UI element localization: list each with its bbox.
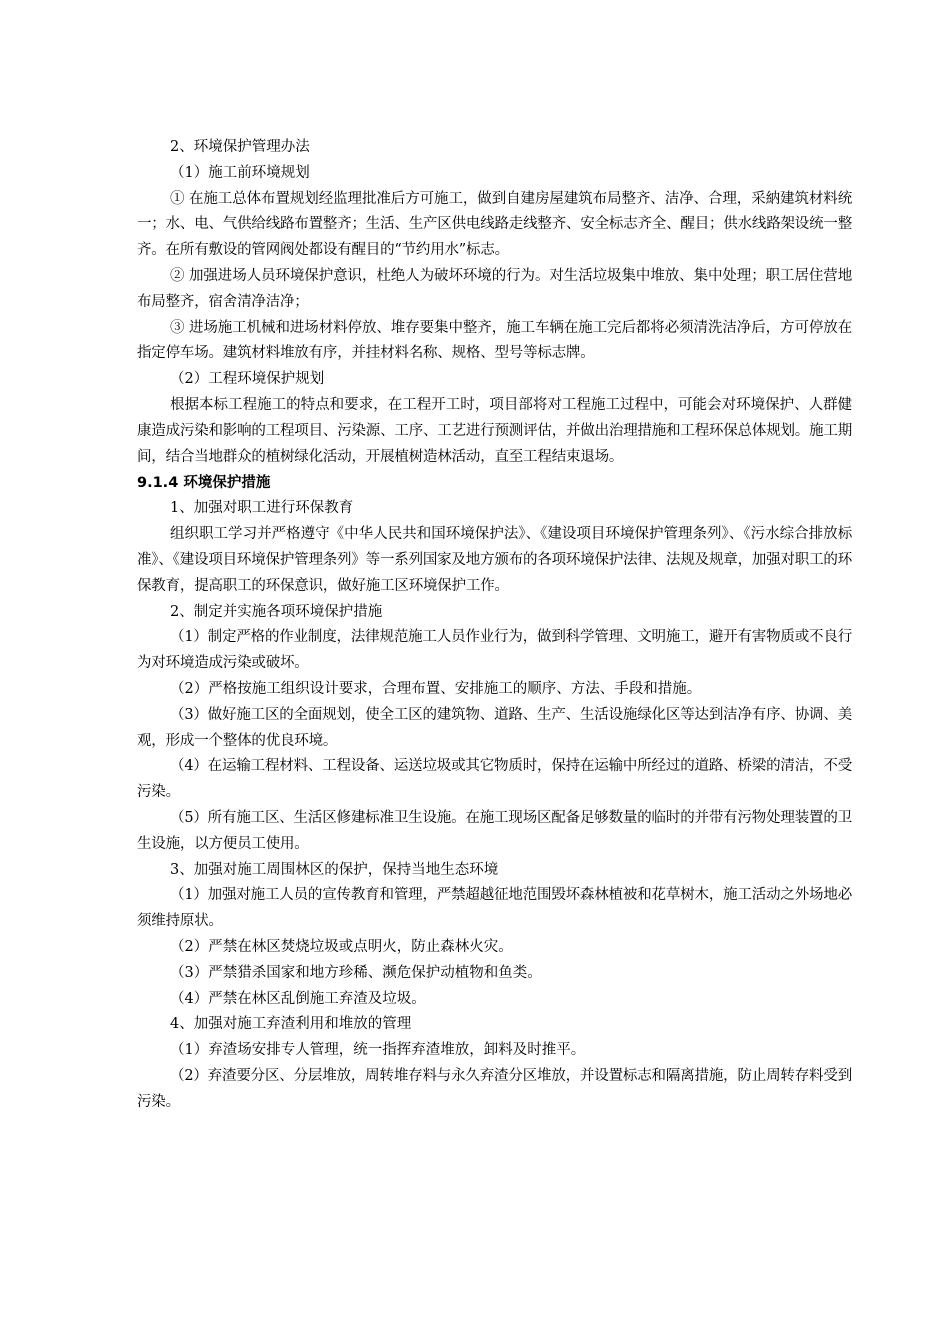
forest-measure-1: （1）加强对施工人员的宣传教育和管理，严禁超越征地范围毁坏森林植被和花草树木，施工活动之外场地必须维持原状。 xyxy=(137,887,852,930)
item-4-title: 4、加强对施工弃渣利用和堆放的管理 xyxy=(170,1016,412,1033)
paragraph-machinery: ③ 进场施工机械和进场材料停放、堆存要集中整齐，施工车辆在施工完后都将必须清洗洁净后，方可停放在指定停车场。建筑材料堆放有序，并挂材料名称、规格、型号等标志牌。 xyxy=(137,319,852,362)
measure-1: （1）制定严格的作业制度，法律规范施工人员作业行为，做到科学管理、文明施工，避开有害物质或不良行为对环境造成污染或破坏。 xyxy=(137,629,852,672)
paragraph-awareness: ② 加强进场人员环境保护意识，杜绝人为破坏环境的行为。对生活垃圾集中堆放、集中处理；职工居住营地布局整齐，宿舍清净洁净； xyxy=(137,267,852,310)
waste-measure-2: （2）弃渣要分区、分层堆放，周转堆存料与永久弃渣分区堆放，并设置标志和隔离措施，防止周转存料受到污染。 xyxy=(137,1067,852,1110)
document-page xyxy=(137,135,852,1115)
item-1-title: 1、加强对职工进行环保教育 xyxy=(170,500,354,517)
item-2-title: 2、制定并实施各项环境保护措施 xyxy=(170,603,383,620)
measure-4: （4）在运输工程材料、工程设备、运送垃圾或其它物质时，保持在运输中所经过的道路、桥梁的清洁，不受污染。 xyxy=(137,758,852,801)
measure-5: （5）所有施工区、生活区修建标准卫生设施。在施工现场区配备足够数量的临时的并带有污物处理装置的卫生设施，以方便员工使用。 xyxy=(137,809,852,852)
subsection-2-title: （2）工程环境保护规划 xyxy=(170,371,325,388)
subsection-1-title: （1）施工前环境规划 xyxy=(170,164,310,181)
paragraph-planning: 根据本标工程施工的特点和要求，在工程开工时，项目部将对工程施工过程中，可能会对环境保护、人群健康造成污染和影响的工程项目、污染源、工序、工艺进行预测评估，并做出治理措施和工程环保总体规划。施工期间，结合当地群众的植树绿化活动，开展植树造林活动，直至工程结束退场。 xyxy=(137,396,852,465)
paragraph-site-layout: ① 在施工总体布置规划经监理批准后方可施工，做到自建房屋建筑布局整齐、洁净、合理，采納建筑材料统一；水、电、气供给线路布置整齐；生活、生产区供电线路走线整齐、安全标志齐全、醒目；供水线路架设统一整齐。在所有敷设的管网阀处都设有醒目的“节约用水”标志。 xyxy=(137,190,852,259)
forest-measure-2: （2）严禁在林区焚烧垃圾或点明火，防止森林火灾。 xyxy=(170,938,513,955)
paragraph-education: 组织职工学习并严格遵守《中华人民共和国环境保护法》、《建设项目环境保护管理条列》、《污水综合排放标准》、《建设项目环境保护管理条列》等一系列国家及地方颁布的各项环境保护法律、法规及规章，加强对职工的环保教育，提高职工的环保意识，做好施工区环境保护工作。 xyxy=(137,526,852,594)
item-3-title: 3、加强对施工周围林区的保护，保持当地生态环境 xyxy=(170,861,499,878)
measure-2: （2）严格按施工组织设计要求，合理布置、安排施工的顺序、方法、手段和措施。 xyxy=(170,680,702,697)
forest-measure-4: （4）严禁在林区乱倒施工弃渣及垃圾。 xyxy=(170,990,426,1007)
waste-measure-1: （1）弃渣场安排专人管理，统一指挥弃渣堆放，卸料及时推平。 xyxy=(170,1042,586,1059)
section-2-title: 2、环境保护管理办法 xyxy=(170,139,310,155)
forest-measure-3: （3）严禁猎杀国家和地方珍稀、濒危保护动植物和鱼类。 xyxy=(170,964,542,981)
section-heading-9-1-4: 9.1.4 环境保护措施 xyxy=(137,475,271,492)
measure-3: （3）做好施工区的全面规划，使全工区的建筑物、道路、生产、生活设施绿化区等达到洁净有序、协调、美观，形成一个整体的优良环境。 xyxy=(137,706,852,749)
